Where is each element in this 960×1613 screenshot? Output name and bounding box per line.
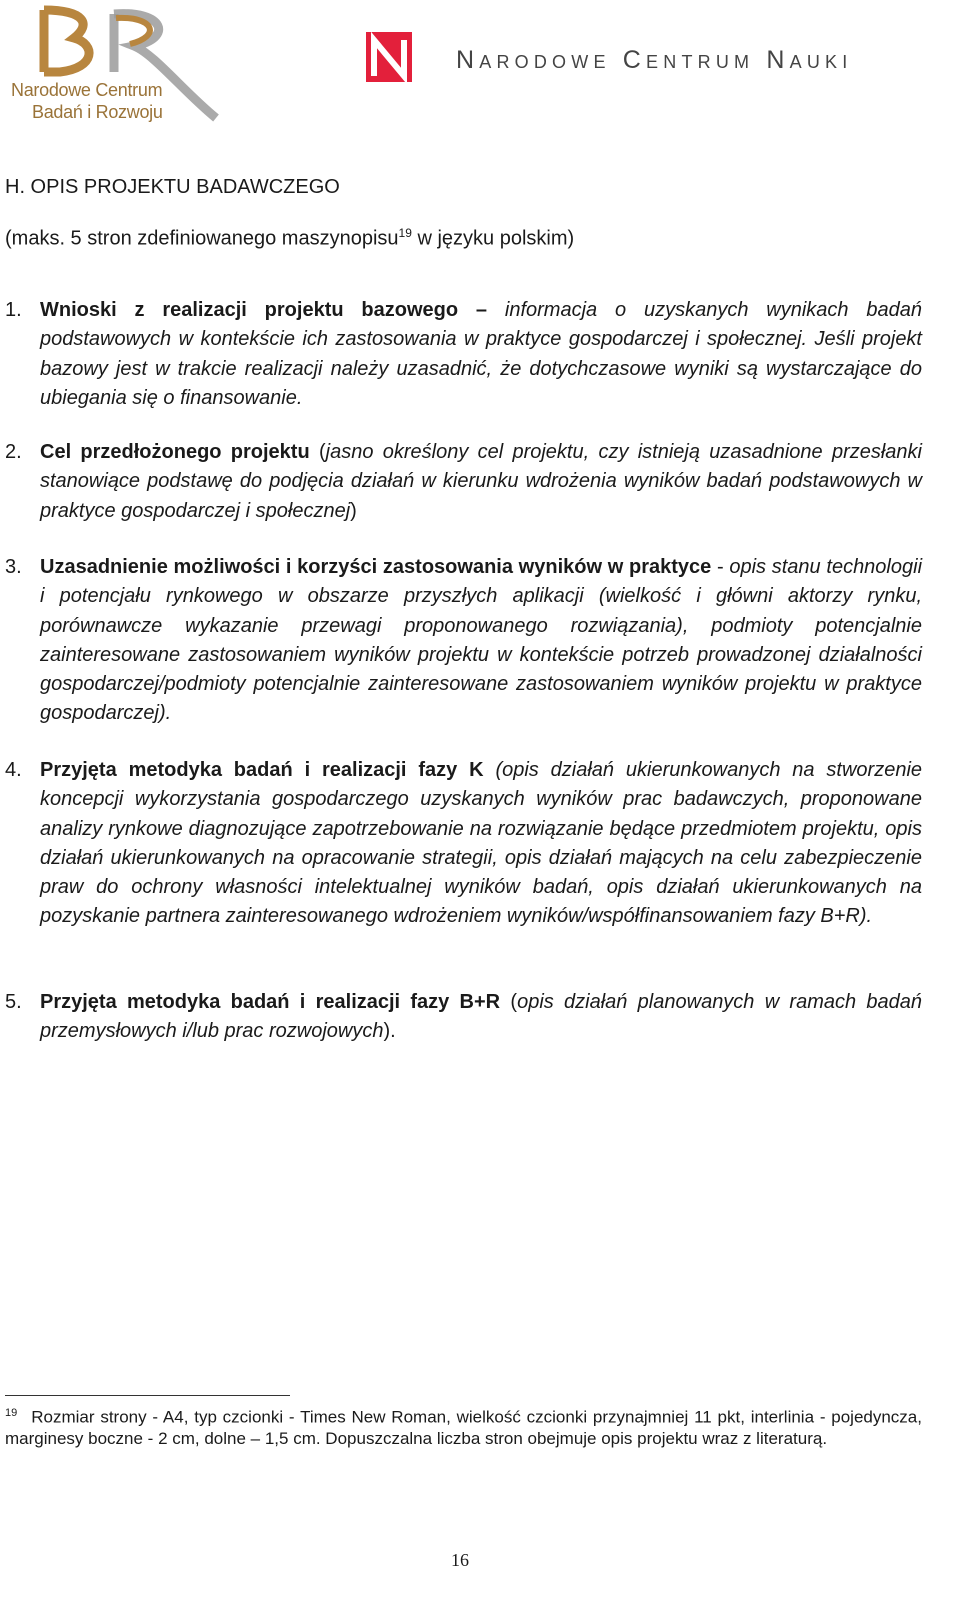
item-description: jasno określony cel projektu, czy istnieją uzasadnione przesłanki stanowiące podstawę do podjęcia działań w kierunku wdrożenia wyników badań podstawowych w praktyce gospodarczej i społecznej — [40, 441, 922, 522]
item-description: informacja o uzyskanych wynikach badań podstawowych w kontekście ich zastosowania w praktyce gospodarczej i społecznej. Jeśli projekt bazowy jest w trakcie realizacji należy uzasadnić, że dotychczasowe wyniki są wystarczające do ubiegania się o finansowanie. — [40, 299, 922, 409]
item-number: 4. — [5, 759, 22, 781]
list-item — [5, 553, 922, 729]
item-title: Uzasadnienie możliwości i korzyści zastosowania wyników w praktyce — [40, 556, 712, 578]
item-title: Przyjęta metodyka badań i realizacji fazy B+R — [40, 991, 501, 1013]
subheading-text: (maks. 5 stron zdefiniowanego maszynopisu — [5, 227, 399, 250]
list-item — [5, 988, 922, 1047]
item-description: (opis działań ukierunkowanych na stworzenie koncepcji wykorzystania gospodarczego uzyskanych wyników prac badawczych, proponowane analizy rynkowe diagnozujące zapotrzebowanie na rozwiązanie będące przedmiotem projektu, opis działań ukierunkowanych na opracowanie strategii, opis działań mających na celu zabezpieczenie praw do ochrony własności intelektualnej wyników badań, opis działań ukierunkowanych na pozyskanie partnera zainteresowanego wdrożeniem wyników/współfinansowaniem fazy B+R). — [40, 759, 923, 928]
list-item — [5, 438, 922, 526]
item-title: Przyjęta metodyka badań i realizacji fazy K — [40, 759, 484, 781]
ncbr-logo-line2: Badań i Rozwoju — [32, 102, 163, 122]
item-description: opis stanu technologii i potencjału rynkowego w obszarze przyszłych aplikacji (wielkość i główni aktorzy rynku, porównawcze wykazanie przewagi proponowanego rozwiązania), podmioty potencjalnie zainteresowane zastosowaniem wyników projektu w kontekście potrzeb prowadzonej działalności gospodarczej/podmioty potencjalnie zainteresowane zastosowaniem wyników projektu w praktyce gospodarczej). — [40, 556, 923, 725]
item-number: 2. — [5, 441, 22, 463]
item-number: 3. — [5, 556, 22, 578]
item-separator — [484, 759, 496, 781]
item-number: 1. — [5, 299, 22, 321]
item-paren-open: ( — [500, 991, 518, 1013]
ncn-logo-text: Narodowe Centrum Nauki — [456, 46, 853, 74]
footnote-text: Rozmiar strony - A4, typ czcionki - Times New Roman, wielkość czcionki przynajmniej 11 pkt, interlinia - pojedyncza, marginesy boczne - 2 cm, dolne – 1,5 cm. Dopuszczalna liczba stron obejmuje opis projektu wraz z literaturą. — [5, 1407, 922, 1448]
list-item — [5, 756, 922, 932]
ncbr-logo-line1: Narodowe Centrum — [11, 80, 163, 100]
ncn-n-mark-icon — [366, 32, 412, 82]
item-title: Cel przedłożonego projektu — [40, 441, 310, 463]
item-paren-close: ). — [383, 1020, 396, 1043]
item-separator: - — [711, 556, 730, 578]
ncbr-logo — [4, 2, 219, 124]
item-description: opis działań planowanych w ramach badań przemysłowych i/lub prac rozwojowych — [40, 991, 922, 1043]
section-subheading — [5, 226, 574, 251]
list-item — [5, 296, 922, 413]
subheading-text-end: w języku polskim) — [411, 227, 575, 250]
footnote-divider — [5, 1395, 290, 1396]
item-number: 5. — [5, 991, 22, 1013]
page-number: 16 — [451, 1550, 469, 1570]
item-paren-close: ) — [350, 499, 357, 522]
item-paren-open: ( — [309, 441, 326, 463]
item-title: Wnioski z realizacji projektu bazowego – — [40, 299, 488, 321]
section-heading: H. OPIS PROJEKTU BADAWCZEGO — [5, 176, 340, 198]
footnote-ref: 19 — [398, 226, 412, 240]
footnote — [5, 1403, 922, 1449]
footnote-number: 19 — [5, 1407, 18, 1419]
